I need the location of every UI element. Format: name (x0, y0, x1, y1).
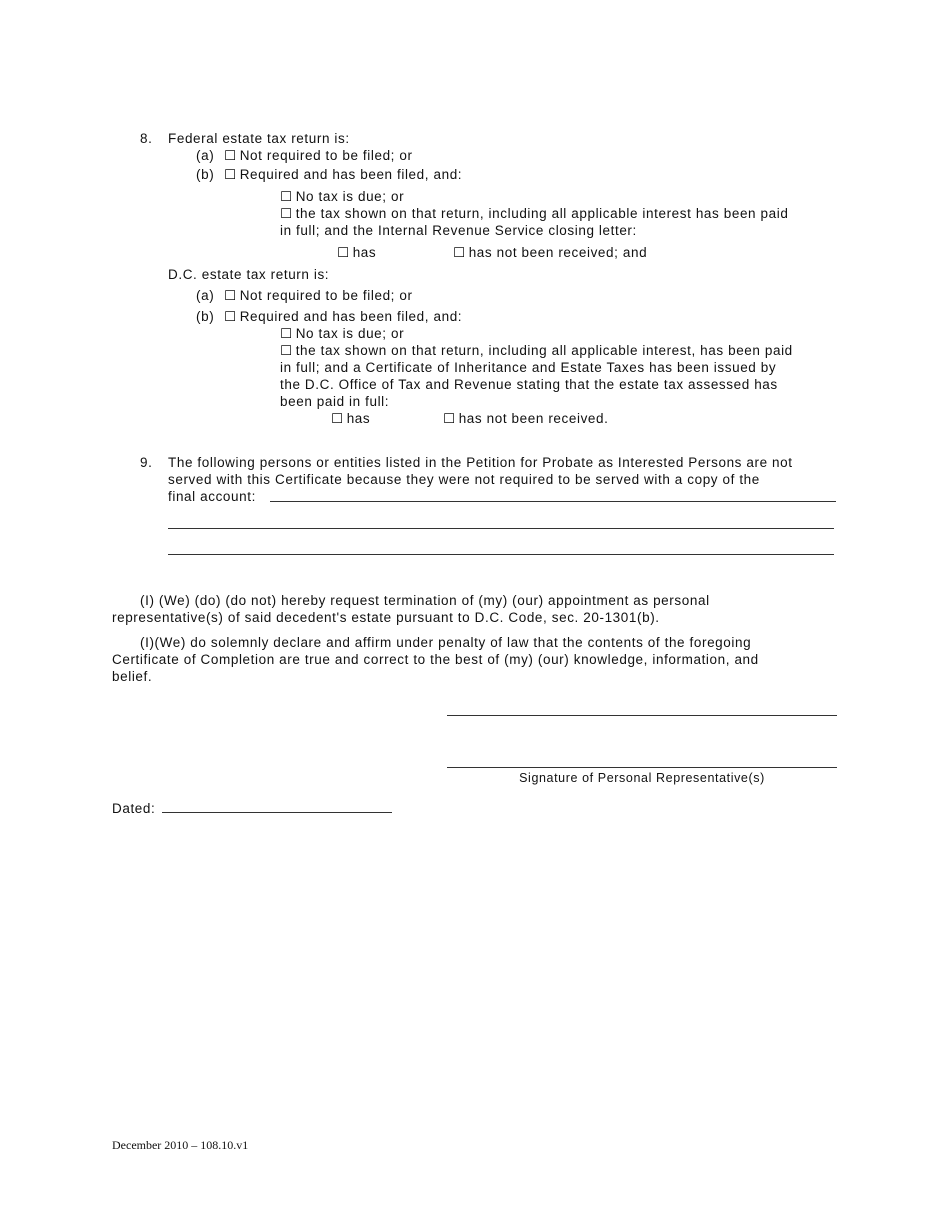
dated-label: Dated: (112, 801, 156, 816)
dc-tax-shown-option (280, 342, 793, 359)
checkbox-dc-b[interactable]: ☐ (224, 309, 237, 324)
dc-tax-shown-cont-2: the D.C. Office of Tax and Revenue stating that the estate tax assessed has (280, 377, 778, 392)
termination-line-2: representative(s) of said decedent's estate pursuant to D.C. Code, sec. 20-1301(b). (112, 610, 660, 625)
item-8-b-option (224, 166, 462, 183)
declaration-line-1: (I)(We) do solemnly declare and affirm under penalty of law that the contents of the foregoing (140, 635, 752, 650)
dc-has-text: has (346, 411, 371, 426)
checkbox-dc-no-tax[interactable]: ☐ (280, 326, 293, 341)
signature-caption: Signature of Personal Representative(s) (519, 771, 765, 785)
item-8-has-text: has (352, 245, 377, 260)
declaration-line-3: belief. (112, 669, 153, 684)
item-8-no-tax-text: No tax is due; or (295, 189, 405, 204)
checkbox-8-tax-shown[interactable]: ☐ (280, 206, 293, 221)
item-8-a-text: Not required to be filed; or (239, 148, 413, 163)
item-8-no-tax-option (280, 188, 404, 205)
checkbox-dc-a[interactable]: ☐ (224, 288, 237, 303)
checkbox-8a[interactable]: ☐ (224, 148, 237, 163)
item-8-heading: Federal estate tax return is: (168, 131, 350, 146)
item-8-tax-shown-option (280, 205, 788, 222)
dc-b-text: Required and has been filed, and: (239, 309, 463, 324)
item-8-a-option (224, 147, 413, 164)
item-8-tax-shown-text: the tax shown on that return, including all applicable interest has been paid (295, 206, 789, 221)
checkbox-8-no-tax[interactable]: ☐ (280, 189, 293, 204)
final-account-line-3[interactable] (168, 554, 834, 555)
dc-heading: D.C. estate tax return is: (168, 267, 330, 282)
item-8-tax-shown-cont: in full; and the Internal Revenue Service closing letter: (280, 223, 637, 238)
final-account-line-1[interactable] (270, 501, 836, 502)
item-9-number: 9. (140, 455, 153, 470)
dc-a-text: Not required to be filed; or (239, 288, 413, 303)
final-account-line-2[interactable] (168, 528, 834, 529)
dc-no-tax-option (280, 325, 404, 342)
item-8-has-option (337, 244, 376, 261)
dc-has-not-text: has not been received. (458, 411, 609, 426)
declaration-line-2: Certificate of Completion are true and correct to the best of (my) (our) knowledge, information, and (112, 652, 759, 667)
item-8-b-text: Required and has been filed, and: (239, 167, 463, 182)
item-8-has-not-option (453, 244, 647, 261)
dc-no-tax-text: No tax is due; or (295, 326, 405, 341)
dc-tax-shown-cont-3: been paid in full: (280, 394, 390, 409)
dc-tax-shown-cont-1: in full; and a Certificate of Inheritance and Estate Taxes has been issued by (280, 360, 777, 375)
dc-a-label: (a) (196, 288, 215, 303)
item-9-line-1: The following persons or entities listed in the Petition for Probate as Interested Persons are not (168, 455, 793, 470)
dc-b-label: (b) (196, 309, 215, 324)
dc-a-option (224, 287, 413, 304)
checkbox-dc-tax-shown[interactable]: ☐ (280, 343, 293, 358)
checkbox-8-has-not[interactable]: ☐ (453, 245, 466, 260)
item-9-line-3: final account: (168, 489, 256, 504)
dc-tax-shown-text: the tax shown on that return, including all applicable interest, has been paid (295, 343, 793, 358)
dated-line[interactable] (162, 812, 392, 813)
dc-has-option (331, 410, 370, 427)
checkbox-8-has[interactable]: ☐ (337, 245, 350, 260)
termination-line-1: (I) (We) (do) (do not) hereby request termination of (my) (our) appointment as personal (140, 593, 710, 608)
item-8-number: 8. (140, 131, 153, 146)
dc-has-not-option (443, 410, 609, 427)
checkbox-dc-has-not[interactable]: ☐ (443, 411, 456, 426)
dc-b-option (224, 308, 462, 325)
checkbox-dc-has[interactable]: ☐ (331, 411, 344, 426)
item-8-has-not-text: has not been received; and (468, 245, 648, 260)
item-9-line-2: served with this Certificate because they were not required to be served with a copy of the (168, 472, 760, 487)
signature-line-1[interactable] (447, 715, 837, 716)
signature-line-2[interactable] (447, 767, 837, 768)
footer-revision: December 2010 – 108.10.v1 (112, 1138, 249, 1152)
checkbox-8b[interactable]: ☐ (224, 167, 237, 182)
item-8-b-label: (b) (196, 167, 215, 182)
item-8-a-label: (a) (196, 148, 215, 163)
